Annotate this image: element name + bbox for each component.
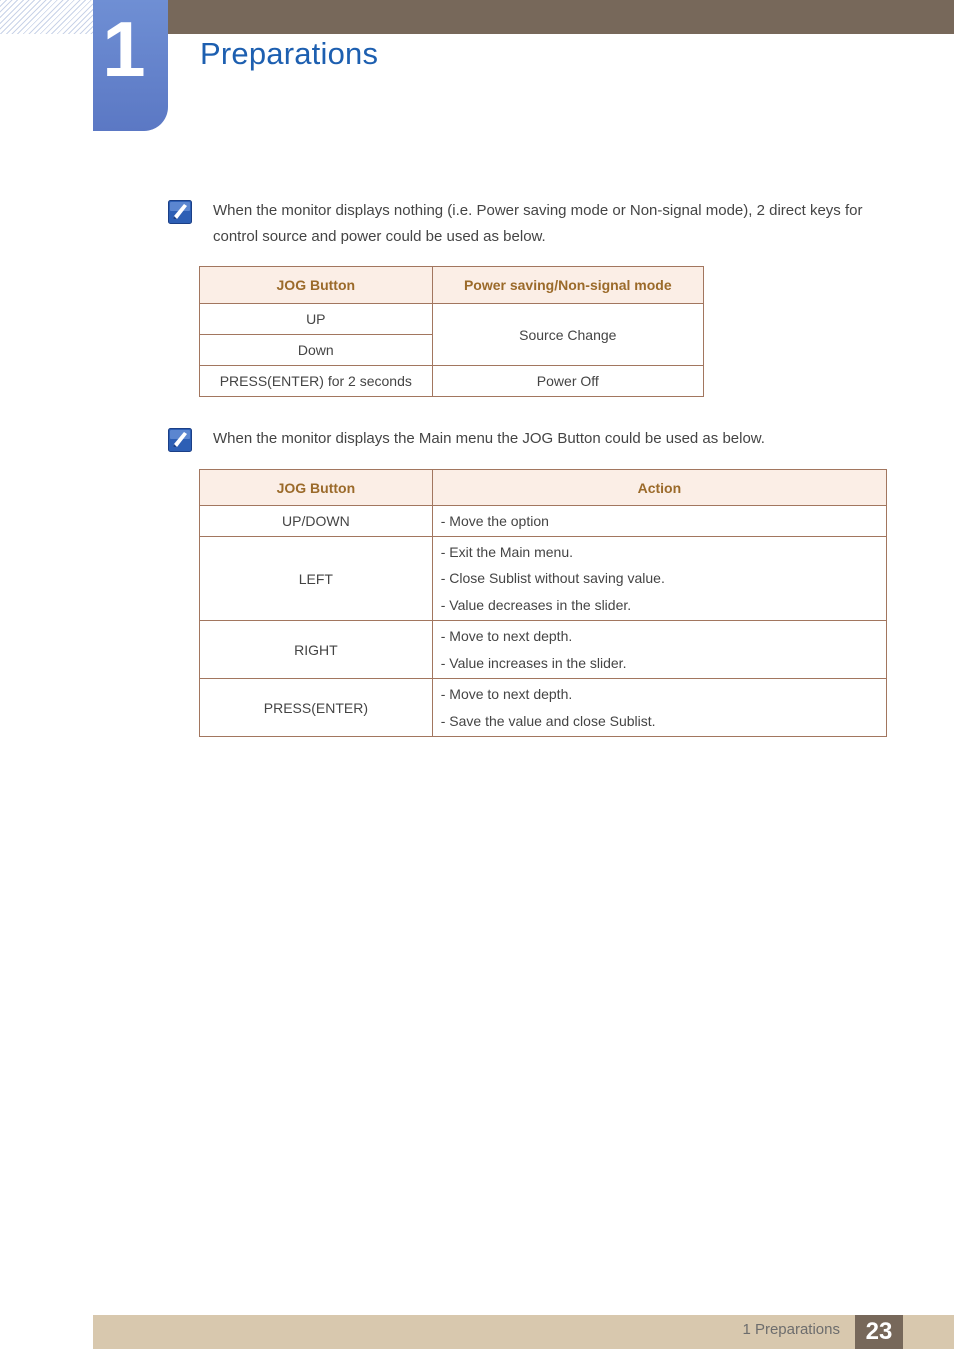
note-pencil-icon bbox=[168, 200, 192, 224]
table-cell-button: LEFT bbox=[200, 537, 433, 621]
header-bar bbox=[168, 0, 954, 34]
action-line: - Value decreases in the slider. bbox=[440, 596, 632, 613]
table-cell-action bbox=[432, 621, 886, 679]
table-row bbox=[200, 621, 887, 679]
action-line: - Move the option bbox=[440, 512, 549, 529]
table-header-mode: Power saving/Non-signal mode bbox=[432, 267, 703, 304]
action-line: - Close Sublist without saving value. bbox=[440, 570, 665, 587]
table-cell-button: UP/DOWN bbox=[200, 506, 433, 537]
chapter-title: Preparations bbox=[200, 36, 379, 71]
table-header-jog-button: JOG Button bbox=[200, 470, 433, 506]
table-row bbox=[200, 506, 887, 537]
action-line: - Move to next depth. bbox=[440, 628, 573, 644]
table-header-jog-button: JOG Button bbox=[200, 267, 433, 304]
table-cell-button: PRESS(ENTER) bbox=[200, 679, 433, 737]
note-power-saving bbox=[168, 198, 888, 250]
table-cell-button: Down bbox=[200, 335, 433, 366]
table-row bbox=[200, 304, 704, 335]
chapter-number: 1 bbox=[102, 5, 146, 93]
action-line: - Exit the Main menu. bbox=[440, 543, 574, 560]
table-cell-action bbox=[432, 537, 886, 621]
table-main-menu-keys bbox=[199, 469, 887, 737]
table-power-saving-keys bbox=[199, 266, 704, 397]
action-line: - Move to next depth. bbox=[440, 686, 573, 702]
table-row bbox=[200, 366, 704, 397]
table-cell-button: RIGHT bbox=[200, 621, 433, 679]
table-cell-mode: Source Change bbox=[432, 304, 703, 366]
table-cell-action bbox=[432, 679, 886, 737]
page-number: 23 bbox=[855, 1315, 903, 1349]
table-cell-button: UP bbox=[200, 304, 433, 335]
table-header-action: Action bbox=[432, 470, 886, 506]
header-hatch-decoration bbox=[0, 0, 93, 34]
note-pencil-icon bbox=[168, 428, 192, 452]
action-line: - Value increases in the slider. bbox=[440, 654, 627, 671]
action-line: - Save the value and close Sublist. bbox=[440, 712, 656, 729]
note-text: When the monitor displays nothing (i.e. Power saving mode or Non-signal mode), 2 direct keys for control source and power could be used as below. bbox=[213, 202, 863, 245]
table-cell-button: PRESS(ENTER) for 2 seconds bbox=[200, 366, 433, 397]
chapter-number-box bbox=[93, 0, 168, 131]
footer-section-label: 1 Preparations bbox=[742, 1321, 840, 1338]
note-text: When the monitor displays the Main menu the JOG Button could be used as below. bbox=[213, 430, 765, 447]
table-row bbox=[200, 679, 887, 737]
table-cell-action bbox=[432, 506, 886, 537]
table-cell-mode: Power Off bbox=[432, 366, 703, 397]
note-main-menu bbox=[168, 426, 888, 452]
table-row bbox=[200, 537, 887, 621]
